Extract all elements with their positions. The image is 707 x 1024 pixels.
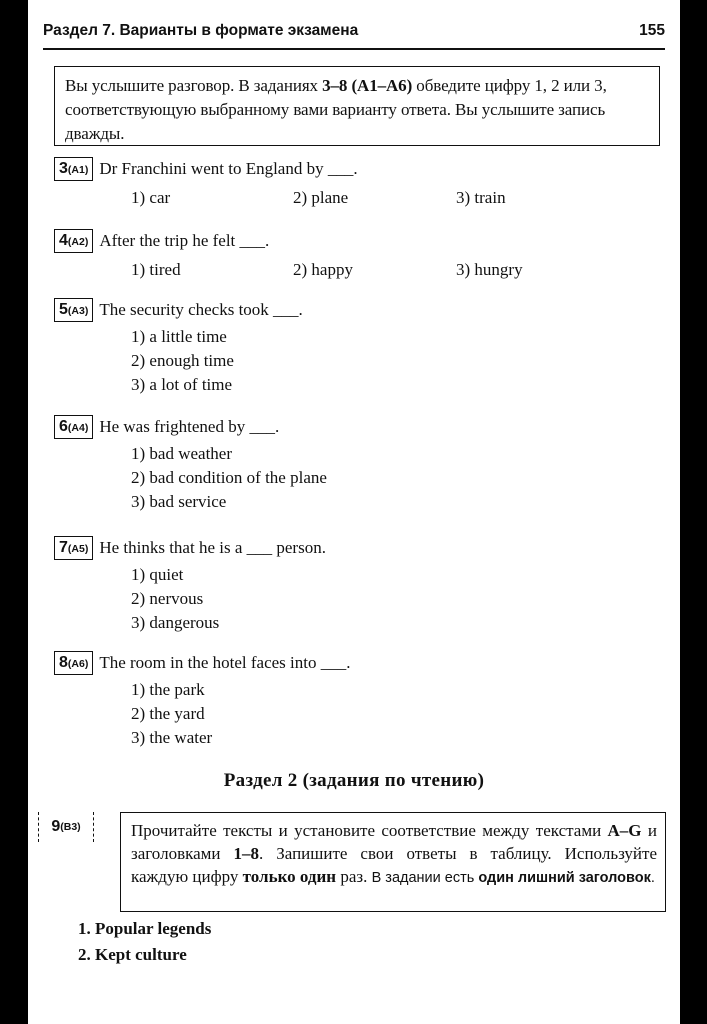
heading-item: 1. Popular legends bbox=[78, 919, 212, 938]
option-3[interactable]: 3) train bbox=[456, 188, 506, 207]
page-header bbox=[43, 22, 665, 46]
option-1[interactable]: 1) a little time bbox=[131, 327, 227, 346]
option-3[interactable]: 3) the water bbox=[131, 728, 213, 747]
question-7 bbox=[54, 535, 674, 635]
option-2[interactable]: 2) bad condition of the plane bbox=[131, 468, 327, 487]
question-4 bbox=[54, 228, 674, 280]
option-1[interactable]: 1) tired bbox=[131, 260, 181, 279]
instruction-box: Вы услышите разговор. В заданиях 3–8 (А1–А6) обведите цифру 1, 2 или 3, соответствующую выбранному вами варианту ответа. Вы услышите запись дважды. bbox=[54, 66, 660, 146]
book-page bbox=[28, 0, 680, 1024]
option-3[interactable]: 3) hungry bbox=[456, 260, 523, 279]
task-9-instruction-box: Прочитайте тексты и установите соответствие между текстами A–G и заголовками 1–8. Запишите свои ответы в таблицу. Используйте каждую цифру только один раз. В задании есть один лишний заголовок. bbox=[120, 812, 666, 912]
question-number-badge: 8 (A6) bbox=[54, 651, 93, 675]
question-text: The security checks took ___. bbox=[99, 300, 303, 319]
headings-list bbox=[78, 916, 211, 968]
question-number-badge: 3 (A1) bbox=[54, 157, 93, 181]
header-divider bbox=[43, 48, 665, 50]
option-2[interactable]: 2) plane bbox=[293, 188, 349, 207]
header-title: Раздел 7. Варианты в формате экзамена bbox=[43, 22, 359, 39]
question-number-badge: 5 (A3) bbox=[54, 298, 93, 322]
question-text: He thinks that he is a ___ person. bbox=[99, 538, 326, 557]
question-text: He was frightened by ___. bbox=[99, 417, 280, 436]
option-2[interactable]: 2) the yard bbox=[131, 704, 205, 723]
question-9-number-badge: 9 (B3) bbox=[38, 812, 94, 842]
option-3[interactable]: 3) dangerous bbox=[131, 613, 220, 632]
option-3[interactable]: 3) bad service bbox=[131, 492, 227, 511]
option-1[interactable]: 1) the park bbox=[131, 680, 205, 699]
question-text: The room in the hotel faces into ___. bbox=[99, 653, 351, 672]
question-3 bbox=[54, 156, 674, 208]
question-8 bbox=[54, 650, 674, 750]
option-2[interactable]: 2) enough time bbox=[131, 351, 234, 370]
option-1[interactable]: 1) quiet bbox=[131, 565, 184, 584]
question-number-badge: 6 (A4) bbox=[54, 415, 93, 439]
option-2[interactable]: 2) nervous bbox=[131, 589, 204, 608]
option-1[interactable]: 1) car bbox=[131, 188, 171, 207]
question-6 bbox=[54, 414, 674, 514]
question-number-badge: 7 (A5) bbox=[54, 536, 93, 560]
page-number: 155 bbox=[639, 22, 665, 39]
option-1[interactable]: 1) bad weather bbox=[131, 444, 233, 463]
section-title: Раздел 2 (задания по чтению) bbox=[223, 770, 485, 791]
question-text: Dr Franchini went to England by ___. bbox=[99, 159, 358, 178]
heading-item: 2. Kept culture bbox=[78, 945, 187, 964]
question-number-badge: 4 (A2) bbox=[54, 229, 93, 253]
question-text: After the trip he felt ___. bbox=[99, 231, 270, 250]
option-3[interactable]: 3) a lot of time bbox=[131, 375, 233, 394]
option-2[interactable]: 2) happy bbox=[293, 260, 353, 279]
question-5 bbox=[54, 297, 674, 397]
